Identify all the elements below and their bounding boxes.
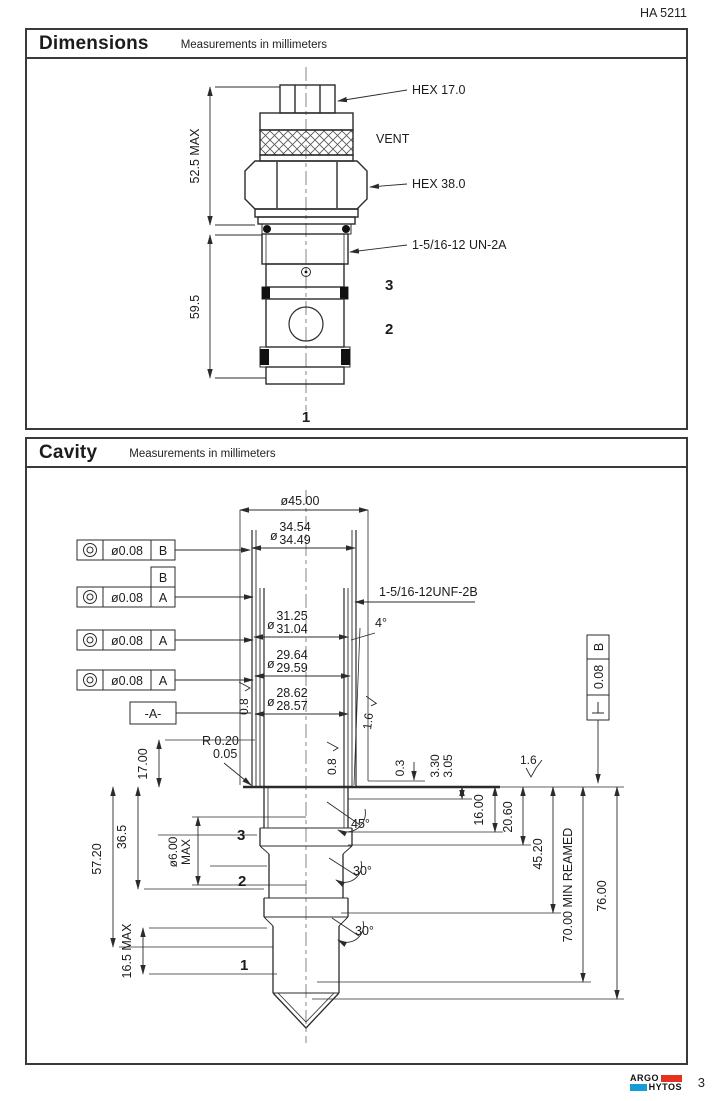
hex-body-label: HEX 38.0 — [412, 177, 466, 191]
dim-29-lo: 29.59 — [276, 661, 308, 675]
dim-34-hi: 34.54 — [279, 520, 311, 534]
dim-29-hi: 29.64 — [276, 648, 308, 662]
angle-30b-label: 30° — [355, 924, 374, 938]
dia-symbol-31: ø — [267, 618, 275, 632]
fcf2-tol: ø0.08 — [111, 591, 143, 605]
page-footer — [0, 1072, 713, 1098]
cavity-port-2-label: 2 — [238, 873, 247, 890]
roughness-16-label: 1.6 — [360, 712, 377, 731]
dimensions-title: Dimensions — [39, 32, 149, 54]
step-305-label: 3.05 — [441, 754, 455, 778]
depth-16-label: 16.00 — [472, 794, 486, 826]
logo-blue-block — [630, 1084, 647, 1091]
fcf1-tol: ø0.08 — [111, 544, 143, 558]
depth-2060-label: 20.60 — [501, 801, 515, 833]
fcf4-tol: ø0.08 — [111, 674, 143, 688]
cavity-port-1-label: 1 — [240, 957, 249, 974]
depth-17-label: 17.00 — [136, 748, 150, 780]
depth-76-label: 76.00 — [595, 880, 609, 912]
roughness-16-face-label: 1.6 — [520, 753, 537, 767]
cavity-title: Cavity — [39, 441, 98, 463]
dia-symbol-28: ø — [267, 695, 275, 709]
roughness-08-label-2: 0.8 — [325, 758, 339, 775]
dia-symbol-34: ø — [270, 529, 278, 543]
radius-leader — [224, 763, 251, 785]
dim-59-5: 59.5 — [188, 294, 202, 320]
fcf1-datum: B — [158, 544, 168, 558]
page-number: 3 — [697, 1075, 705, 1090]
step-330-label: 3.30 — [428, 754, 442, 778]
step-330-305-dim — [348, 754, 472, 799]
depth-4520-label: 45.20 — [531, 838, 545, 870]
valve-outline-drawing — [27, 59, 686, 428]
step-03-dim — [393, 759, 414, 780]
step-03-label: 0.3 — [393, 759, 407, 777]
argo-hytos-logo — [630, 1074, 682, 1092]
taper-angle-label: 4° — [375, 616, 387, 630]
datum-a-label: -A- — [144, 707, 162, 721]
dim-45: ø45.00 — [280, 494, 320, 508]
cavity-subtitle: Measurements in millimeters — [129, 448, 276, 460]
radius-hi: R 0.20 — [202, 734, 239, 748]
mounting-face — [243, 781, 624, 787]
left-depth-dims — [113, 787, 306, 974]
thread-label: 1-5/16-12 UN-2A — [412, 238, 507, 252]
angle-30a-label: 30° — [353, 864, 372, 878]
cavity-drawing — [27, 468, 686, 1063]
angle-45-label: 45° — [351, 817, 370, 831]
depth-165-max-label: 16.5 MAX — [120, 923, 134, 979]
roughness-08-inner — [325, 742, 339, 775]
logo-red-block — [661, 1075, 682, 1082]
roughness-08-label: 0.8 — [237, 698, 251, 715]
depth-365-label: 36.5 — [115, 824, 129, 850]
valve-port-1-label: 1 — [301, 409, 311, 426]
valve-port-3-label: 3 — [385, 277, 394, 294]
depth-5720-label: 57.20 — [90, 843, 104, 875]
dimensions-section — [25, 28, 688, 430]
logo-text-hytos: HYTOS — [648, 1082, 682, 1092]
fcf2-datum-upper: B — [158, 571, 168, 585]
cavity-header — [27, 439, 686, 468]
vent-label: VENT — [376, 132, 410, 146]
dia-symbol-29: ø — [267, 657, 275, 671]
cavity-thread-label: 1-5/16-12UNF-2B — [379, 585, 478, 599]
dim-52-5-max: 52.5 MAX — [188, 128, 202, 184]
dim-31-lo: 31.04 — [276, 622, 308, 636]
dim-28-hi: 28.62 — [276, 686, 308, 700]
cavity-section — [25, 437, 688, 1065]
logo-text-argo: ARGO — [630, 1073, 659, 1083]
fcf-perpendicularity — [587, 635, 609, 783]
depth-70-label: 70.00 MIN REAMED — [561, 827, 575, 943]
dim-31-hi: 31.25 — [276, 609, 308, 623]
hex-top-label: HEX 17.0 — [412, 83, 466, 97]
dim-28-lo: 28.57 — [276, 699, 308, 713]
fcf-frames — [77, 540, 253, 724]
roughness-08-wall — [237, 682, 251, 715]
dia-6-max-hi: ø6.00 — [166, 836, 180, 868]
cavity-port-3-label: 3 — [237, 827, 246, 844]
radius-lo: 0.05 — [213, 747, 238, 761]
dia-6-max-lo: MAX — [179, 838, 193, 866]
fcf-perp-datum: B — [592, 642, 606, 652]
dimensions-header — [27, 30, 686, 59]
fcf2-datum: A — [158, 591, 168, 605]
document-code: HA 5211 — [639, 6, 687, 20]
fcf4-datum: A — [158, 674, 168, 688]
dimensions-subtitle: Measurements in millimeters — [180, 39, 328, 51]
fcf3-tol: ø0.08 — [111, 634, 143, 648]
roughness-16-face — [520, 753, 542, 777]
dim-34-lo: 34.49 — [279, 533, 311, 547]
valve-port-2-label: 2 — [385, 321, 394, 338]
fcf-perp-tol: 0.08 — [592, 664, 606, 690]
roughness-16-taper — [360, 696, 378, 730]
fcf3-datum: A — [158, 634, 168, 648]
